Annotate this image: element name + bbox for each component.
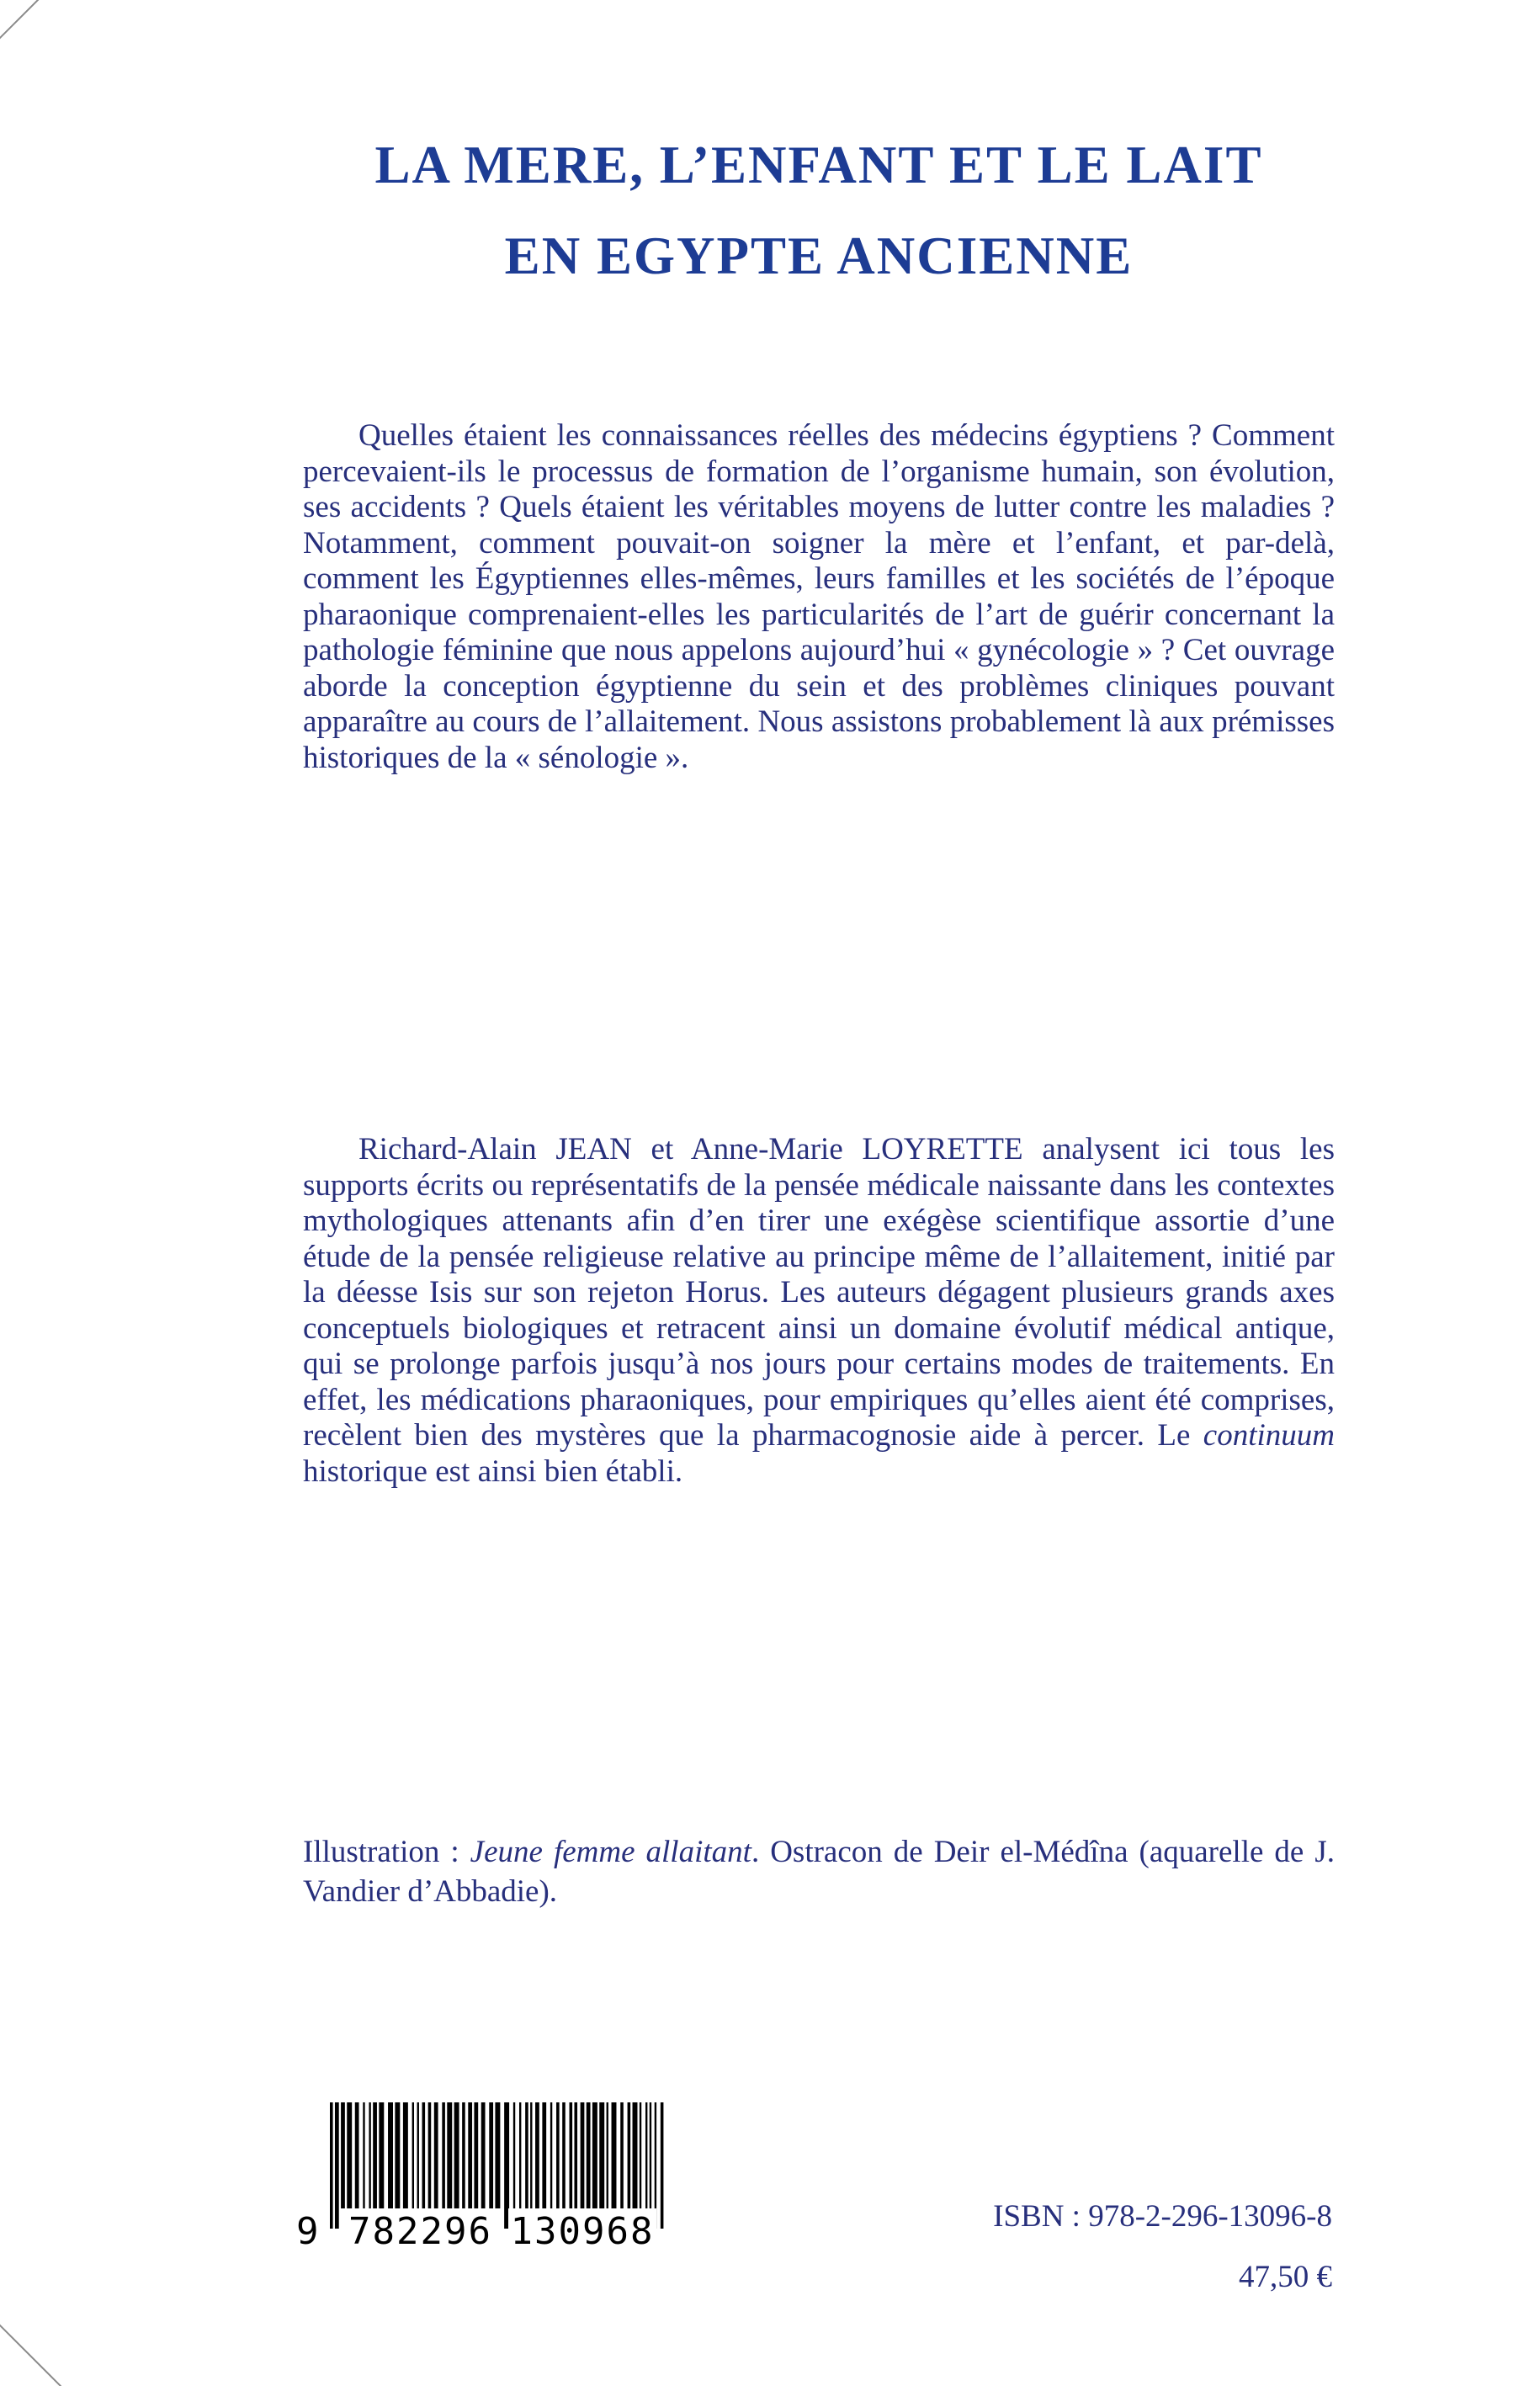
crop-mark-bottom-left (0, 2314, 61, 2386)
synopsis-paragraph: Quelles étaient les connaissances réelles des médecins égyptiens ? Comment percevaient-ils le processus de formation de l’organisme humain, son évolution, ses accidents ? Quels étaient les véritables moyens de lutter contre les maladies ? Notamment, comment pouvait-on soigner la mère et l’enfant, et par-delà, comment les Égyptiennes elles-mêmes, leurs familles et les sociétés de l’époque pharaonique comprenaient-elles les particularités de l’art de guérir concernant la pathologie féminine que nous appelons aujourd’hui « gynécologie » ? Cet ouvrage aborde la conception égyptienne du sein et des problèmes cliniques pouvant apparaître au cours de l’allaitement. Nous assistons probablement là aux prémisses historiques de la « sénologie ». (303, 418, 1335, 775)
barcode-digit-group2: 130968 (508, 2208, 656, 2256)
book-title (303, 120, 1335, 301)
crop-mark-top-left (0, 0, 55, 56)
authors-paragraph: Richard-Alain JEAN et Anne-Marie LOYRETTE analysent ici tous les supports écrits ou représentatifs de la pensée médicale naissante dans les contextes mythologiques attenants afin d’en tirer une exégèse scientifique assortie d’une étude de la pensée religieuse relative au principe même de l’allaitement, initié par la déesse Isis sur son rejeton Horus. Les auteurs dégagent plusieurs grands axes conceptuels biologiques et retracent ainsi un domaine évolutif médical antique, qui se prolonge parfois jusqu’à nos jours pour certains modes de traitements. En effet, les médications pharaoniques, pour empiriques qu’elles aient été comprises, recèlent bien des mystères que la pharmacognosie aide à percer. Le continuum historique est ainsi bien établi. (303, 1132, 1335, 1489)
barcode (296, 2102, 683, 2261)
book-title-line-1: LA MERE, L’ENFANT ET LE LAIT (374, 136, 1263, 194)
price-text: 47,50 € (1239, 2260, 1332, 2294)
illustration-credit: Illustration : Jeune femme allaitant. Ostracon de Deir el-Médîna (aquarelle de J. Vandier d’Abbadie). (303, 1835, 1335, 1909)
barcode-digit-first: 9 (296, 2210, 321, 2253)
isbn-text: ISBN : 978-2-296-13096-8 (993, 2199, 1332, 2234)
book-title-line-2: EN EGYPTE ANCIENNE (504, 226, 1134, 285)
barcode-digit-group1: 782296 (348, 2208, 488, 2256)
isbn-price-block (993, 2187, 1332, 2308)
